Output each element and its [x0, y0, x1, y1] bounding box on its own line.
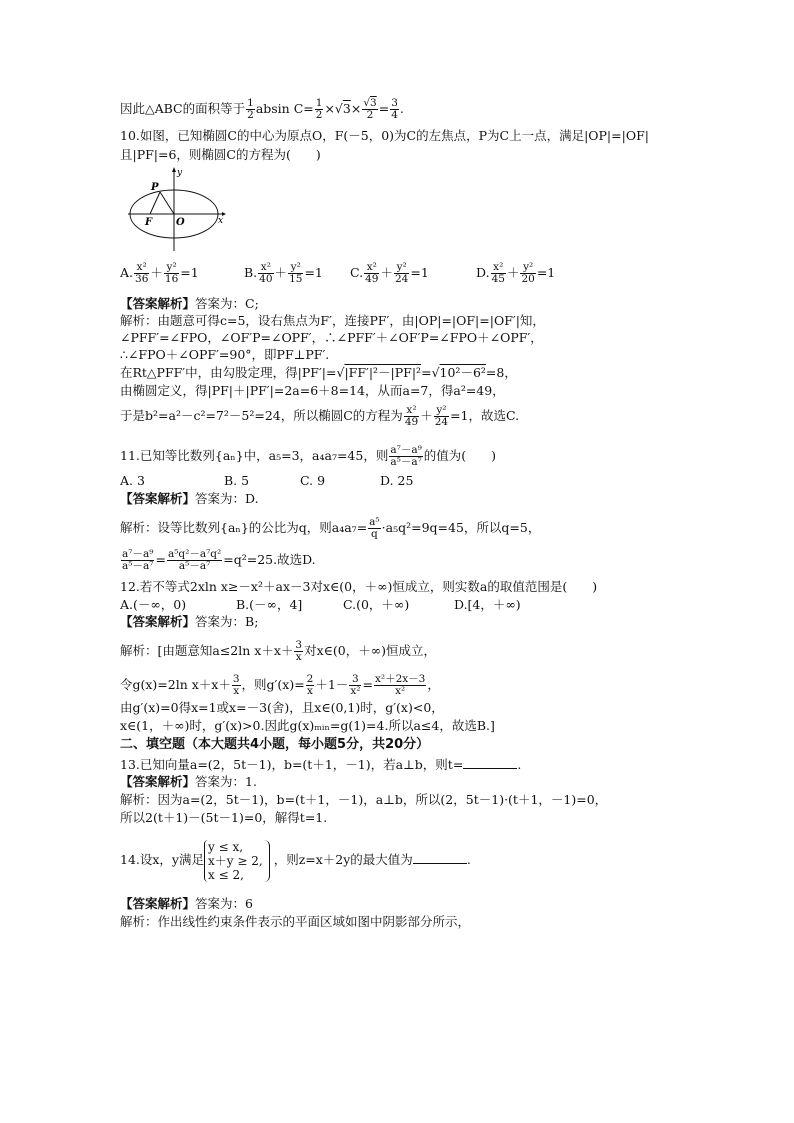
option-a: A.(－∞，0)	[120, 597, 187, 612]
ellipse-figure	[124, 165, 228, 255]
analysis-10-5: 由椭圆定义，得|PF|＋|PF′|=2a=6＋8=14，从而a=7，得a²=49，	[120, 383, 505, 398]
option-a: A. $\frac{\text{x²}}{36}$ ＋ $\frac{\text{y²}}{16}$ =1	[120, 261, 199, 285]
question-14-text: 14.设x，y满足 y ≤ x, x＋y ≥ 2, x ≤ 2, ，则z=x＋2y的最大值为 .	[120, 839, 471, 882]
answer-14: 【答案解析】答案为：6	[120, 896, 253, 911]
label-y: y	[177, 168, 183, 178]
analysis-12-2: 令g(x)=2ln x＋x＋ $\frac{3}{x}$ ，则g′(x)= $\frac{2}{x}$ ＋1－ $\frac{3}{\text{x²}}$ = $\frac{\text{x²＋2x－3}}{\text{x²}}$ ，	[120, 673, 440, 697]
analysis-10-1: 解析：由题意可得c=5，设右焦点为F′，连接PF′，由|OP|=|OF|=|OF′|知，	[120, 313, 545, 328]
analysis-11-1: 解析：设等比数列{aₙ}的公比为q，则a₄a₇= $\frac{\text{a⁵}}{q}$ ·a₅q²=9q=45，所以q=5，	[120, 516, 541, 540]
answer-12: 【答案解析】答案为：B;	[120, 614, 259, 629]
analysis-12-3: 由g′(x)=0得x=1或x=－3(舍)，且x∈(0,1)时，g′(x)<0，	[120, 700, 444, 715]
fraction: $\frac{√3}{2}$	[363, 97, 377, 121]
label-x: x	[218, 216, 224, 226]
section-heading: 二、填空题（本大题共4小题，每小题5分，共20分）	[120, 737, 430, 752]
analysis-12-4: x∈(1，＋∞)时，g′(x)>0.因此g(x)ₘᵢₙ=g(1)=4.所以a≤4，故选B.]	[120, 718, 495, 733]
analysis-10-3: ∴∠FPO＋∠OPF′=90°，即PF⊥PF′.	[120, 347, 330, 362]
option-d: D. $\frac{\text{x²}}{45}$ ＋ $\frac{\text{y²}}{20}$ =1	[476, 261, 556, 285]
constraint-system: y ≤ x, x＋y ≥ 2, x ≤ 2,	[204, 840, 263, 882]
analysis-13-2: 所以2(t＋1)－(5t－1)=0，解得t=1.	[120, 810, 328, 825]
answer-blank[interactable]	[463, 756, 517, 769]
option-a: A. 3	[120, 473, 145, 488]
question-12-text: 12.若不等式2xln x≥－x²＋ax－3对x∈(0，＋∞)恒成立，则实数a的取值范围是( )	[120, 579, 598, 594]
analysis-12-1: 解析：[由题意知a≤2ln x＋x＋ $\frac{3}{x}$ 对x∈(0，＋∞)恒成立，	[120, 639, 436, 663]
brace-right	[263, 840, 270, 882]
option-d: D.[4，＋∞)	[454, 597, 521, 612]
analysis-14-1: 解析：作出线性约束条件表示的平面区域如图中阴影部分所示，	[120, 914, 471, 929]
option-b: B.(－∞，4]	[236, 597, 303, 612]
segment-pf	[150, 192, 160, 214]
line-area: 因此△ABC的面积等于 $\frac{1}{2}$ absin C= $\frac{1}{2}$ ×√3× $\frac{√3}{2}$ = $\frac{3}{4}$ .	[120, 97, 404, 121]
analysis-11-2: $\frac{\text{a⁷－a⁹}}{\text{a⁵－a⁷}}$ = $\frac{\text{a⁵q²－a⁷q²}}{\text{a⁵－a⁷}}$ =q²=25.故选D.	[122, 548, 316, 572]
answer-10: 【答案解析】答案为：C;	[120, 296, 259, 311]
option-d: D. 25	[380, 473, 414, 488]
question-10-text-2: 且|PF|=6，则椭圆C的方程为( )	[120, 147, 321, 162]
answer-11: 【答案解析】答案为：D.	[120, 491, 259, 506]
analysis-10-6: 于是b²=a²－c²=7²－5²=24，所以椭圆C的方程为 $\frac{\text{x²}}{49}$ ＋ $\frac{\text{y²}}{24}$ =1，故选C.	[120, 404, 520, 428]
answer-blank[interactable]	[413, 851, 467, 864]
fraction: $\frac{1}{2}$	[315, 97, 323, 121]
question-11-text: 11.已知等比数列{aₙ}中，a₅=3，a₄a₇=45，则 $\frac{\text{a⁷－a⁹}}{\text{a⁵－a⁷}}$ 的值为( )	[120, 444, 497, 468]
option-b: B. 5	[224, 473, 250, 488]
option-c: C.(0，＋∞)	[343, 597, 410, 612]
option-b: B. $\frac{\text{x²}}{40}$ ＋ $\frac{\text{y²}}{15}$ =1	[244, 261, 323, 285]
analysis-10-2: ∠PFF′=∠FPO，∠OF′P=∠OPF′，∴∠PFF′＋∠OF′P=∠FPO＋∠OPF′，	[120, 330, 543, 345]
fraction: $\frac{1}{2}$	[247, 97, 254, 121]
option-c: C. $\frac{\text{x²}}{49}$ ＋ $\frac{\text{y²}}{24}$ =1	[350, 261, 429, 285]
label-f: F	[145, 217, 153, 228]
option-c: C. 9	[300, 473, 326, 488]
question-10-text: 10.如图，已知椭圆C的中心为原点O，F(－5，0)为C的左焦点，P为C上一点，满足|OP|=|OF|	[120, 128, 649, 143]
analysis-10-4: 在Rt△PFF′中，由勾股定理，得|PF′|=√|FF′|²－|PF|²=√10²－6²=8，	[120, 365, 517, 380]
y-axis-arrow	[172, 167, 176, 172]
analysis-13-1: 解析：因为a=(2，5t－1)，b=(t＋1，－1)，a⊥b，所以(2，5t－1)·(t＋1，－1)=0，	[120, 792, 608, 807]
label-p: P	[151, 182, 159, 193]
answer-13: 【答案解析】答案为：1.	[120, 774, 257, 789]
fraction: $\frac{3}{4}$	[391, 97, 398, 121]
question-13-text: 13.已知向量a=(2，5t－1)，b=(t＋1，－1)，若a⊥b，则t= .	[120, 757, 522, 772]
segment-po	[160, 192, 174, 214]
label-o: O	[176, 217, 185, 228]
